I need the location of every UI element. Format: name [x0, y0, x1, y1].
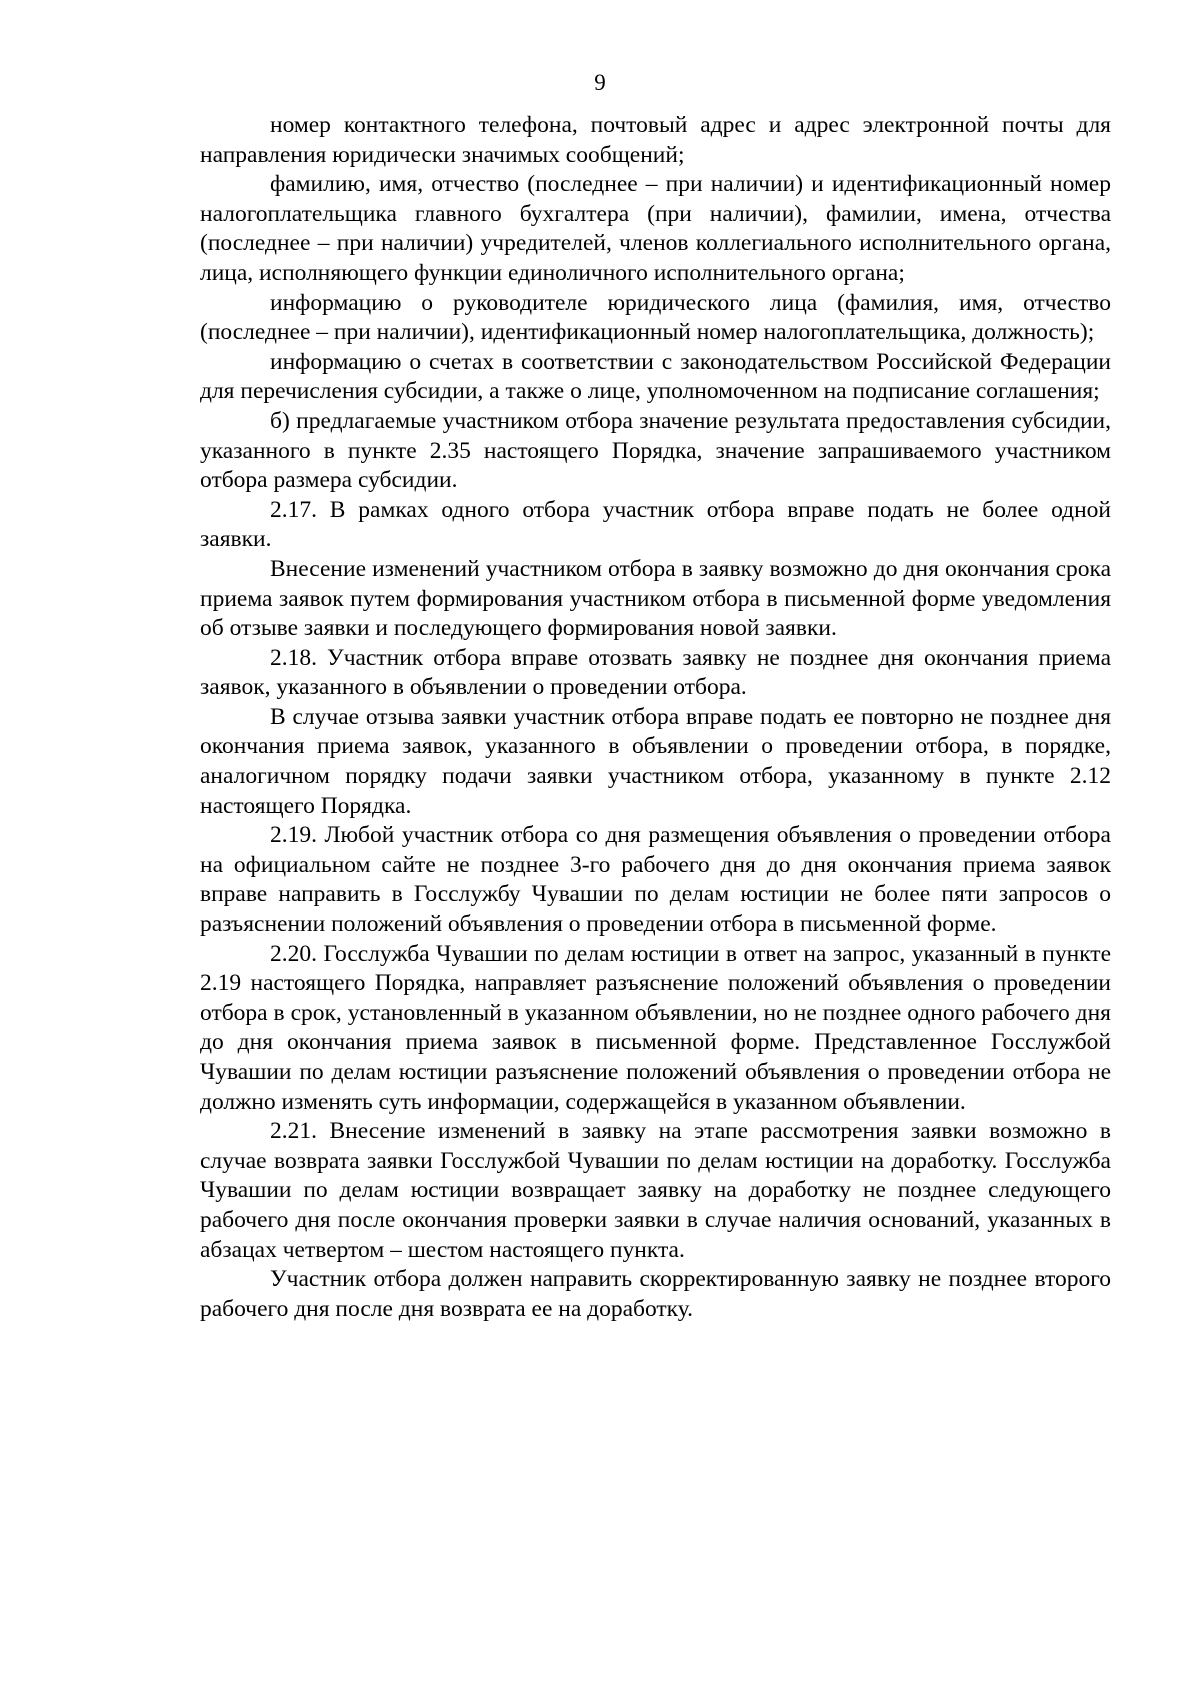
paragraph-corrected-application: Участник отбора должен направить скорректированную заявку не позднее второго рабочего дня после дня возврата ее на доработку. — [200, 1266, 1111, 1322]
paragraph-2-17: 2.17. В рамках одного отбора участник отбора вправе подать не более одной заявки. — [200, 496, 1111, 553]
page-number: 9 — [594, 70, 606, 95]
paragraph-accounts-info: информацию о счетах в соответствии с законодательством Российской Федерации для перечисления субсидии, а также о лице, уполномоченном на подписание соглашения; — [200, 348, 1111, 405]
paragraph-contact-info: номер контактного телефона, почтовый адрес и адрес электронной почты для направления юридически значимых сообщений; — [200, 112, 1111, 168]
document-body — [200, 111, 1111, 1324]
paragraph-2-19: 2.19. Любой участник отбора со дня размещения объявления о проведении отбора на официальном сайте не позднее 3-го рабочего дня до дня окончания приема заявок вправе направить в Госслужбу Чувашии по делам юстиции не более пяти запросов о разъяснении положений объявления о проведении отбора в письменной форме. — [200, 822, 1111, 938]
paragraph-founders-info: фамилию, имя, отчество (последнее – при наличии) и идентификационный номер налогоплательщика главного бухгалтера (при наличии), фамилии, имена, отчества (последнее – при наличии) учредителей, членов коллегиального исполнительного органа, лица, исполняющего функции единоличного исполнительного органа; — [200, 171, 1111, 286]
paragraph-2-21: 2.21. Внесение изменений в заявку на этапе рассмотрения заявки возможно в случае возврата заявки Госслужбой Чувашии по делам юстиции на доработку. Госслужба Чувашии по делам юстиции возвращает заявку на доработку не позднее следующего рабочего дня после окончания проверки заявки в случае наличия оснований, указанных в абзацах четвертом – шестом настоящего пункта. — [200, 1118, 1111, 1263]
paragraph-changes-before-deadline: Внесение изменений участником отбора в заявку возможно до дня окончания срока приема заявок путем формирования участником отбора в письменной форме уведомления об отзыве заявки и последующего формирования новой заявки. — [200, 555, 1111, 642]
paragraph-2-18: 2.18. Участник отбора вправе отозвать заявку не позднее дня окончания приема заявок, указанного в объявлении о проведении отбора. — [200, 644, 1111, 701]
paragraph-result-value: б) предлагаемые участником отбора значение результата предоставления субсидии, указанного в пункте 2.35 настоящего Порядка, значение запрашиваемого участником отбора размера субсидии. — [200, 407, 1111, 494]
paragraph-resubmission: В случае отзыва заявки участник отбора вправе подать ее повторно не позднее дня окончания приема заявок, указанного в объявлении о проведении отбора, в порядке, аналогичном порядку подачи заявки участником отбора, указанному в пункте 2.12 настоящего Порядка. — [200, 703, 1111, 819]
paragraph-head-info: информацию о руководителе юридического лица (фамилия, имя, отчество (последнее – при наличии), идентификационный номер налогоплательщика, должность); — [200, 289, 1111, 346]
paragraph-2-20: 2.20. Госслужба Чувашии по делам юстиции в ответ на запрос, указанный в пункте 2.19 настоящего Порядка, направляет разъяснение положений объявления о проведении отбора в срок, установленный в указанном объявлении, но не позднее одного рабочего дня до дня окончания приема заявок в письменной форме. Представленное Госслужбой Чувашии по делам юстиции разъяснение положений объявления о проведении отбора не должно изменять суть информации, содержащейся в указанном объявлении. — [200, 940, 1111, 1115]
